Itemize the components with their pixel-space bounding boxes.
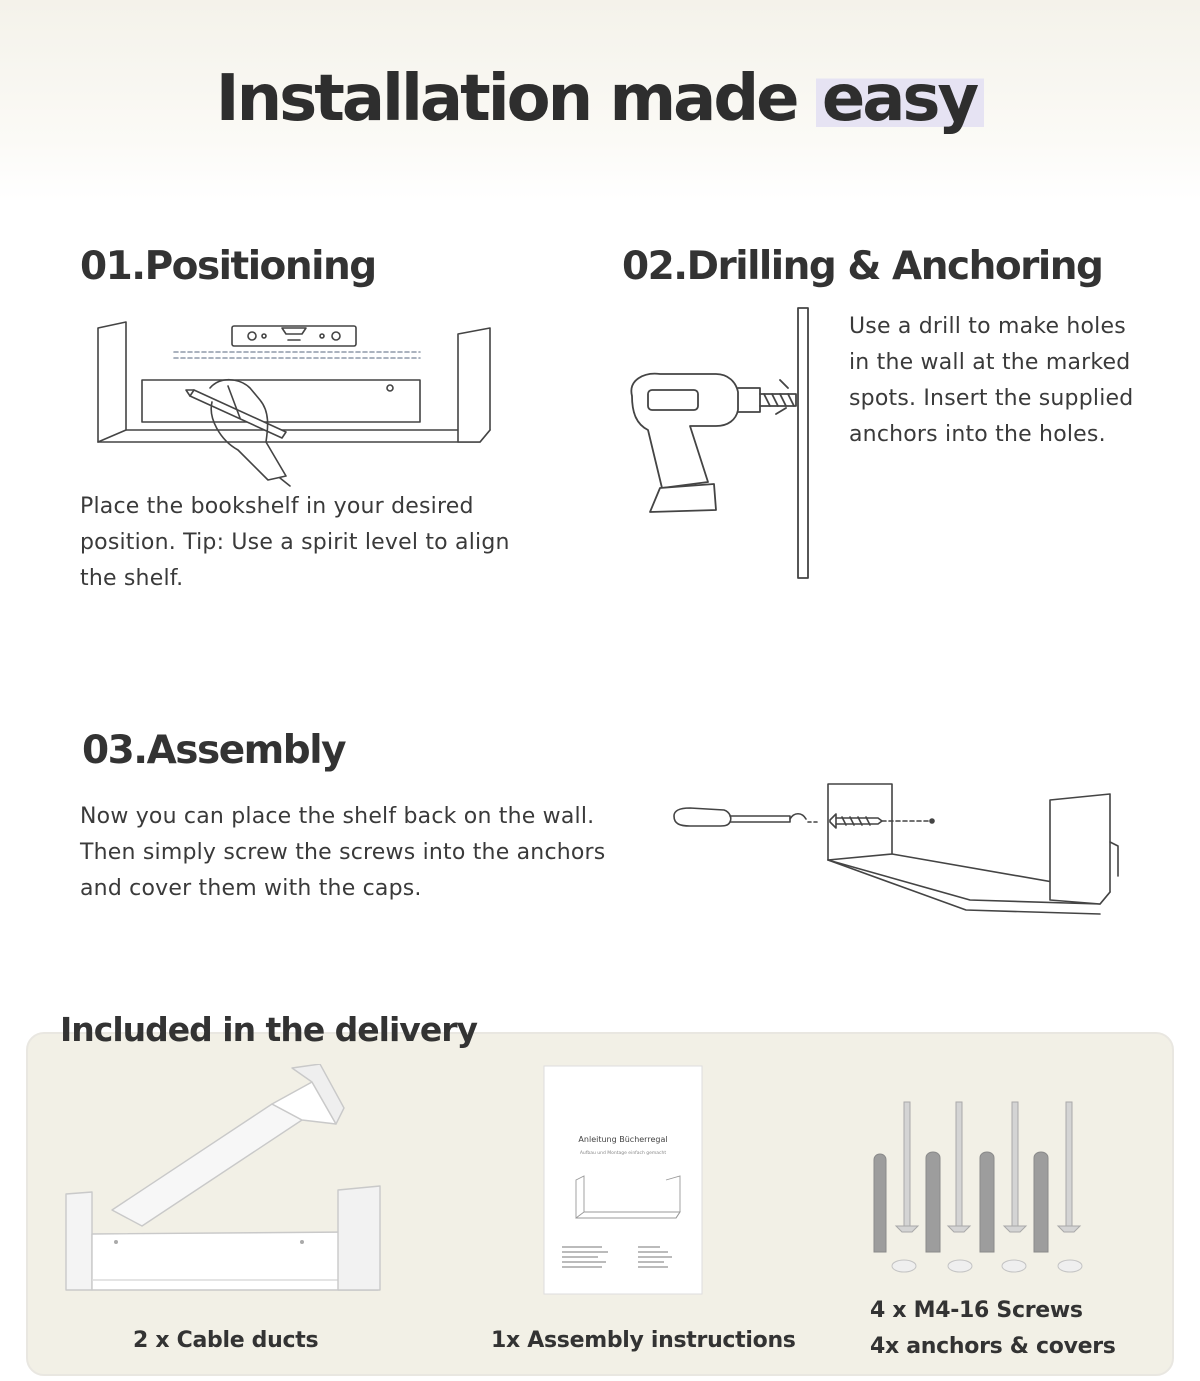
drilling-illustration [620, 300, 820, 585]
delivery-title: Included in the delivery [60, 1010, 477, 1049]
delivery-item-manual-label: 1x Assembly instructions [491, 1328, 796, 1353]
screw-icon [830, 814, 882, 828]
assembly-illustration [670, 776, 1120, 936]
screwdriver-icon [674, 808, 820, 826]
delivery-item-anchors-label: 4x anchors & covers [870, 1334, 1116, 1359]
delivery-item-ducts-label: 2 x Cable ducts [133, 1328, 319, 1353]
spirit-level-icon [232, 326, 356, 346]
step-1-text: Place the bookshelf in your desired position. Tip: Use a spirit level to align the shelf. [80, 494, 510, 591]
step-1-title: 01.Positioning [80, 244, 376, 289]
positioning-illustration [90, 318, 500, 488]
manual-image [540, 1062, 710, 1302]
step-3-title: 03.Assembly [82, 728, 345, 773]
screws-anchors-image [864, 1090, 1124, 1280]
step-3-text: Now you can place the shelf back on the wall. Then simply screw the screws into the anchors and cover them with the caps. [80, 804, 606, 901]
page-title [0, 62, 1200, 136]
manual-title: Anleitung Bücherregal [578, 1135, 668, 1144]
step-2-text: Use a drill to make holes in the wall at the marked spots. Insert the supplied anchors into the holes. [849, 314, 1134, 447]
step-2-title: 02.Drilling & Anchoring [622, 244, 1103, 289]
page-title-highlight: easy [816, 62, 984, 136]
delivery-item-screws-label: 4 x M4-16 Screws [870, 1298, 1083, 1323]
manual-subtitle: Aufbau und Montage einfach gemacht [579, 1151, 667, 1156]
cable-ducts-image [62, 1064, 392, 1304]
page-title-main: Installation made [215, 62, 797, 136]
drill-icon [631, 374, 796, 512]
wall [798, 308, 808, 578]
